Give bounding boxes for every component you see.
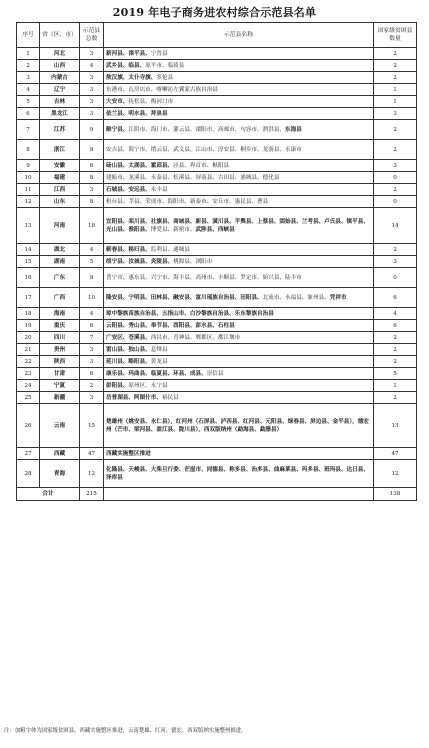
table-row [17,380,417,392]
col-header-poor: 国家级贫困县数量 [374,23,417,48]
county-name-segment: 延川县、略阳县、 [106,358,151,365]
row-poor-count: 1 [374,380,417,392]
row-total: 3 [80,48,104,60]
row-province: 吉林 [40,96,80,108]
county-name-segment: 岳普湖县、阿图什市、 [106,394,162,401]
row-total: 15 [80,404,104,448]
table-row [17,404,417,448]
page-title: 2019 年电子商务进农村综合示范县名单 [112,6,317,19]
county-name-segment: 康乐县、玛曲县、临夏县、环县、成县、 [106,370,207,377]
row-total: 8 [80,172,104,184]
row-total: 3 [80,392,104,404]
county-name-segment: 西昌市、青神县、郫都区、都江堰市 [150,334,241,341]
row-county-names [104,288,374,308]
table-row [17,448,417,460]
row-poor-count: 2 [374,140,417,160]
row-province: 四川 [40,332,80,344]
county-name-segment: 太仆寺旗、 [128,74,157,81]
row-province: 内蒙古 [40,72,80,84]
total-row [17,488,417,501]
county-name-segment: 广安区、苍溪县、 [106,334,151,341]
county-name-segment: 凭祥市 [329,294,347,301]
row-seq: 9 [17,160,40,172]
county-name-segment: 息烽县 [150,346,168,353]
row-seq: 26 [17,404,40,448]
row-province: 西藏 [40,448,80,460]
row-total: 3 [80,356,104,368]
county-name-segment: 东港市、瓦房店市、喀喇沁左翼蒙古族自治县 [106,86,218,93]
row-county-names [104,120,374,140]
row-total: 3 [80,108,104,120]
row-total: 4 [80,244,104,256]
row-seq: 7 [17,120,40,140]
table-row [17,344,417,356]
row-county-names [104,332,374,344]
county-name-segment: 宁晋县 [150,50,168,57]
row-province: 甘肃 [40,368,80,380]
row-poor-count: 0 [374,196,417,208]
row-county-names [104,392,374,404]
row-province: 广西 [40,288,80,308]
county-name-segment: 永丰县 [150,186,168,193]
row-poor-count: 2 [374,72,417,84]
row-total: 4 [80,60,104,72]
row-seq: 16 [17,268,40,288]
county-name-segment: 隆安县、宁明县、田林县、融安县、富川瑶族自治县、田阳县、 [106,294,263,301]
row-total: 5 [80,256,104,268]
row-poor-count: 13 [374,404,417,448]
county-name-segment: 安远县、 [128,186,151,193]
row-seq: 28 [17,460,40,488]
county-name-segment: 琼中黎族苗族自治县、五指山市、白沙黎族自治县、乐东黎族自治县 [106,310,274,317]
row-seq: 5 [17,96,40,108]
table-row [17,120,417,140]
table-row [17,84,417,96]
county-name-segment: 抚松县、梅河口市 [128,98,174,105]
county-name-segment: 裕民县 [161,394,179,401]
table-row [17,244,417,256]
table-row [17,308,417,320]
row-total: 3 [80,96,104,108]
col-header-total: 示范县总数 [80,23,104,48]
table-row [17,172,417,184]
row-total: 3 [80,84,104,96]
table-row [17,368,417,380]
table-row [17,288,417,308]
row-total: 4 [80,308,104,320]
county-name-segment: 睢宁县、 [106,126,129,133]
row-seq: 24 [17,380,40,392]
row-province: 河南 [40,208,80,244]
county-name-segment: 崇信县 [206,370,224,377]
row-county-names [104,60,374,72]
row-province: 宁夏 [40,380,80,392]
row-county-names [104,356,374,368]
row-province: 青海 [40,460,80,488]
row-seq: 25 [17,392,40,404]
row-poor-count: 2 [374,332,417,344]
row-seq: 2 [17,60,40,72]
row-seq: 27 [17,448,40,460]
row-county-names [104,172,374,184]
county-name-segment: 博爱县、新密市、 [150,226,196,233]
row-province: 山西 [40,60,80,72]
row-seq: 18 [17,308,40,320]
county-name-segment: 滦平县、 [128,50,151,57]
row-total: 47 [80,448,104,460]
county-name-segment: 监利县、通城县 [150,246,190,253]
row-province: 重庆 [40,320,80,332]
row-county-names [104,320,374,332]
row-county-names [104,48,374,60]
row-seq: 17 [17,288,40,308]
county-name-segment: 北流市、永福县、象州县、 [262,294,330,301]
row-total: 10 [80,288,104,308]
row-poor-count: 2 [374,392,417,404]
table-row [17,208,417,244]
row-county-names [104,380,374,392]
row-county-names [104,108,374,120]
table-body [17,48,417,488]
row-province: 海南 [40,308,80,320]
row-seq: 19 [17,320,40,332]
table-row [17,108,417,120]
row-poor-count: 2 [374,244,417,256]
row-poor-count: 5 [374,368,417,380]
row-province: 新疆 [40,392,80,404]
row-seq: 15 [17,256,40,268]
county-name-segment: 多伦县 [156,74,174,81]
row-poor-count: 3 [374,108,417,120]
county-name-segment: 新河县、 [106,50,129,57]
table-row [17,60,417,72]
row-seq: 3 [17,72,40,84]
county-name-segment: 石城县、 [106,186,129,193]
county-name-segment: 建瓯市、龙溪县、永泰县、松溪县、屏南县、古田县、浦城县、德化县 [106,174,280,181]
county-name-segment: 普宁市、惠东县、兴宁市、海丰县、高州市、丰顺县、罗定市、始兴县、陆丰市 [106,274,302,281]
row-total: 2 [80,380,104,392]
row-county-names [104,96,374,108]
row-total: 9 [80,120,104,140]
county-name-segment: 蕲春县、 [106,246,129,253]
row-poor-count: 47 [374,448,417,460]
table-row [17,72,417,84]
row-poor-count: 6 [374,288,417,308]
row-total: 18 [80,208,104,244]
row-total: 9 [80,140,104,160]
row-total: 7 [80,332,104,344]
row-province: 福建 [40,172,80,184]
row-poor-count: 14 [374,208,417,244]
county-name-segment: 桃源县、浏阳市 [173,258,213,265]
row-province: 贵州 [40,344,80,356]
county-name-segment: 桓台县、莘县、荣成市、海阳市、新泰市、安丘市、惠民县、曹县 [106,198,269,205]
county-name-segment: 武乡县、 [106,62,129,69]
table-row [17,392,417,404]
row-total: 3 [80,184,104,196]
row-poor-count: 0 [374,268,417,288]
table-row [17,96,417,108]
row-county-names [104,244,374,256]
row-poor-count: 2 [374,356,417,368]
table-row [17,196,417,208]
county-name-segment: 彭阳县、 [106,382,129,389]
county-name-segment: 原州区、永宁县 [128,382,168,389]
county-name-segment: 化隆县、天峻县、大柴旦行委、茫崖市、同德县、称多县、治多县、曲麻莱县、玛多县、班玛县、达日县、泽库县 [106,466,369,481]
row-seq: 22 [17,356,40,368]
row-province: 辽宁 [40,84,80,96]
row-seq: 1 [17,48,40,60]
county-name-segment: 黄龙县 [150,358,168,365]
row-county-names [104,72,374,84]
row-seq: 11 [17,184,40,196]
row-province: 山东 [40,196,80,208]
total-poor: 138 [374,488,417,501]
row-poor-count: 2 [374,184,417,196]
demo-county-table [16,22,417,501]
county-name-segment: 敖汉旗、 [106,74,129,81]
table-row [17,160,417,172]
row-county-names [104,160,374,172]
row-poor-count: 12 [374,460,417,488]
row-poor-count: 2 [374,48,417,60]
footnote: 注：加粗字体为国家级贫困县，西藏实施整区推进，云南楚雄、红河、德宏、西双版纳实施整州推进。 [4,728,247,734]
total-names-empty [104,488,374,501]
county-name-segment: 绥宁县、汝城县、炎陵县、 [106,258,174,265]
row-province: 云南 [40,404,80,448]
row-poor-count: 1 [374,96,417,108]
row-county-names [104,140,374,160]
row-county-names [104,268,374,288]
row-total: 3 [80,344,104,356]
row-total: 12 [80,460,104,488]
row-county-names [104,344,374,356]
row-seq: 20 [17,332,40,344]
row-seq: 8 [17,140,40,160]
row-province: 陕西 [40,356,80,368]
county-name-segment: 云阳县、秀山县、奉节县、酉阳县、彭水县、石柱县 [106,322,235,329]
row-province: 河北 [40,48,80,60]
county-name-segment: 安吉县、海宁市、缙云县、武义县、江山市、淳安县、桐乡市、龙游县、永康市 [106,146,302,153]
row-province: 湖北 [40,244,80,256]
table-row [17,48,417,60]
table-row [17,184,417,196]
row-poor-count: 2 [374,344,417,356]
row-total: 9 [80,268,104,288]
row-county-names [104,184,374,196]
row-seq: 14 [17,244,40,256]
county-name-segment: 东海县 [285,126,302,133]
row-total: 8 [80,196,104,208]
row-county-names [104,208,374,244]
row-poor-count: 3 [374,160,417,172]
row-province: 安徽 [40,160,80,172]
row-seq: 4 [17,84,40,96]
row-total: 6 [80,368,104,380]
county-name-segment: 依兰县、明水县、拜泉县 [106,110,168,117]
row-province: 广东 [40,268,80,288]
col-header-names: 示范县名称 [104,23,374,48]
row-poor-count: 4 [374,308,417,320]
table-row [17,356,417,368]
row-county-names [104,448,374,460]
county-name-segment: 武陟县、西峡县 [195,226,235,233]
row-poor-count: 1 [374,84,417,96]
row-seq: 13 [17,208,40,244]
row-county-names [104,84,374,96]
row-county-names [104,196,374,208]
row-seq: 12 [17,196,40,208]
row-county-names [104,308,374,320]
county-name-segment: 秭归县、 [128,246,151,253]
row-total: 3 [80,72,104,84]
table-row [17,460,417,488]
row-county-names [104,404,374,448]
col-header-seq: 序号 [17,23,40,48]
row-county-names [104,460,374,488]
total-label: 合计 [17,488,80,501]
table-row [17,268,417,288]
table-row [17,140,417,160]
table-row [17,256,417,268]
row-poor-count: 2 [374,120,417,140]
row-poor-count: 2 [374,60,417,72]
row-poor-count: 3 [374,256,417,268]
total-count: 215 [80,488,104,501]
county-name-segment: 西藏实施整区推进 [106,450,151,457]
county-name-segment: 泾县、界首市、枞阳县 [173,162,230,169]
row-seq: 6 [17,108,40,120]
county-name-segment: 大安市、 [106,98,129,105]
county-name-segment: 宜阳县、栾川县、社旗县、商城县、新县、潢川县、平舆县、上蔡县、固始县、兰考县、卢氏县、镇平县、光山县、淮阳县、 [106,218,369,233]
county-name-segment: 原平市、临猗县 [145,62,185,69]
county-name-segment: 临县、 [128,62,146,69]
row-province: 江苏 [40,120,80,140]
county-name-segment: 雷山县、独山县、 [106,346,151,353]
county-name-segment: 楚雄州（姚安县、永仁县），红河州（石屏县、泸西县、红河县、元阳县、绿春县、屏边县、金平县），德宏州（芒市、梁河县、盈江县、陇川县），西双版纳州（勐海县、勐腊县） [106,418,369,433]
county-name-segment: 砀山县、太湖县、霍邱县、 [106,162,174,169]
county-name-segment: 江阴市、海门市、灌云县、溧阳市、高邮市、句容市、泗洪县、 [128,126,286,133]
row-poor-count: 0 [374,172,417,184]
col-header-province: 省（区、市） [40,23,80,48]
row-seq: 21 [17,344,40,356]
row-poor-count: 6 [374,320,417,332]
row-county-names [104,368,374,380]
table-row [17,320,417,332]
row-total: 6 [80,320,104,332]
row-total: 6 [80,160,104,172]
table-row [17,332,417,344]
row-seq: 23 [17,368,40,380]
row-seq: 10 [17,172,40,184]
row-province: 湖南 [40,256,80,268]
row-province: 江西 [40,184,80,196]
row-province: 浙江 [40,140,80,160]
row-province: 黑龙江 [40,108,80,120]
row-county-names [104,256,374,268]
